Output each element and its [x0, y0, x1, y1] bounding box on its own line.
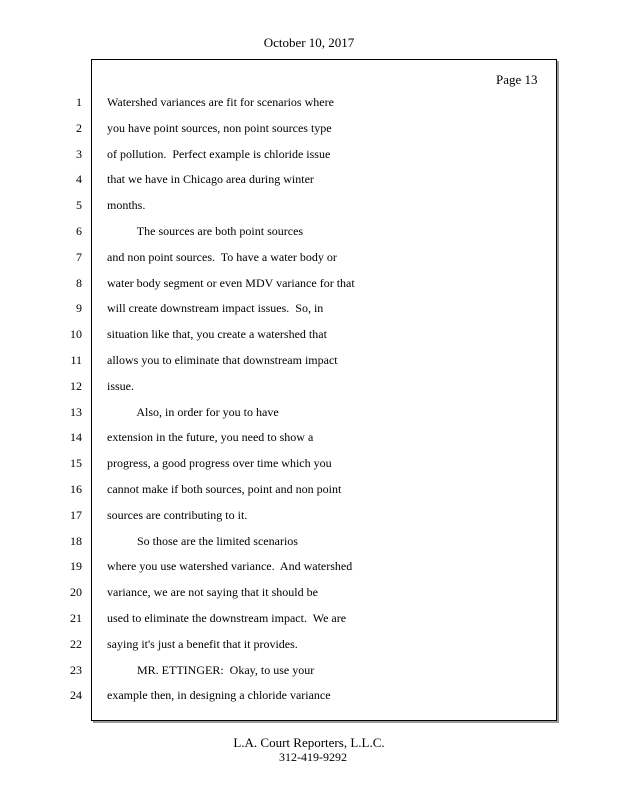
page-number: Page 13	[496, 72, 538, 87]
line-text: variance, we are not saying that it should be	[107, 585, 318, 599]
line-text: So those are the limited scenarios	[107, 534, 298, 548]
line-number: 16	[70, 482, 82, 496]
line-text: used to eliminate the downstream impact. We are	[107, 611, 347, 625]
line-number: 24	[70, 688, 82, 702]
line-text: where you use watershed variance. And watershed	[107, 559, 353, 573]
line-number: 1	[76, 95, 82, 109]
line-number: 20	[70, 585, 82, 599]
line-text: months.	[107, 198, 146, 212]
line-number: 11	[70, 353, 82, 367]
line-text: sources are contributing to it.	[107, 508, 248, 522]
line-text: you have point sources, non point sources type	[107, 121, 332, 135]
line-text: MR. ETTINGER: Okay, to use your	[107, 663, 315, 677]
line-number: 15	[70, 456, 82, 470]
line-number: 17	[70, 508, 82, 522]
line-number: 10	[70, 327, 82, 341]
line-number: 13	[70, 405, 82, 419]
line-number: 12	[70, 379, 82, 393]
footer-company: L.A. Court Reporters, L.L.C.	[233, 735, 385, 750]
line-text: Watershed variances are fit for scenarios where	[107, 95, 334, 109]
line-number: 8	[76, 276, 82, 290]
line-number: 3	[76, 147, 82, 161]
line-text: progress, a good progress over time which you	[107, 456, 332, 470]
line-number: 5	[76, 198, 82, 212]
line-number: 14	[70, 430, 82, 444]
line-text: saying it's just a benefit that it provides.	[107, 637, 298, 651]
line-text: extension in the future, you need to show a	[107, 430, 314, 444]
line-text: cannot make if both sources, point and non point	[107, 482, 342, 496]
line-number: 18	[70, 534, 82, 548]
line-text: of pollution. Perfect example is chloride issue	[107, 147, 331, 161]
header-date: October 10, 2017	[263, 35, 355, 50]
line-number: 21	[70, 611, 82, 625]
line-text: issue.	[107, 379, 134, 393]
line-text: The sources are both point sources	[107, 224, 304, 238]
line-number: 22	[70, 637, 82, 651]
line-number: 23	[70, 663, 82, 677]
line-number: 4	[76, 172, 82, 186]
line-number: 6	[76, 224, 82, 238]
line-number: 2	[76, 121, 82, 135]
line-text: that we have in Chicago area during winter	[107, 172, 314, 186]
line-text: and non point sources. To have a water body or	[107, 250, 337, 264]
footer-phone: 312-419-9292	[279, 750, 347, 764]
line-text: water body segment or even MDV variance for that	[107, 276, 355, 290]
line-number: 19	[70, 559, 82, 573]
line-text: Also, in order for you to have	[107, 405, 279, 419]
line-text: example then, in designing a chloride variance	[107, 688, 331, 702]
line-number: 9	[76, 301, 82, 315]
line-number: 7	[76, 250, 82, 264]
line-text: situation like that, you create a watershed that	[107, 327, 327, 341]
line-text: allows you to eliminate that downstream impact	[107, 353, 338, 367]
line-text: will create downstream impact issues. So, in	[107, 301, 324, 315]
